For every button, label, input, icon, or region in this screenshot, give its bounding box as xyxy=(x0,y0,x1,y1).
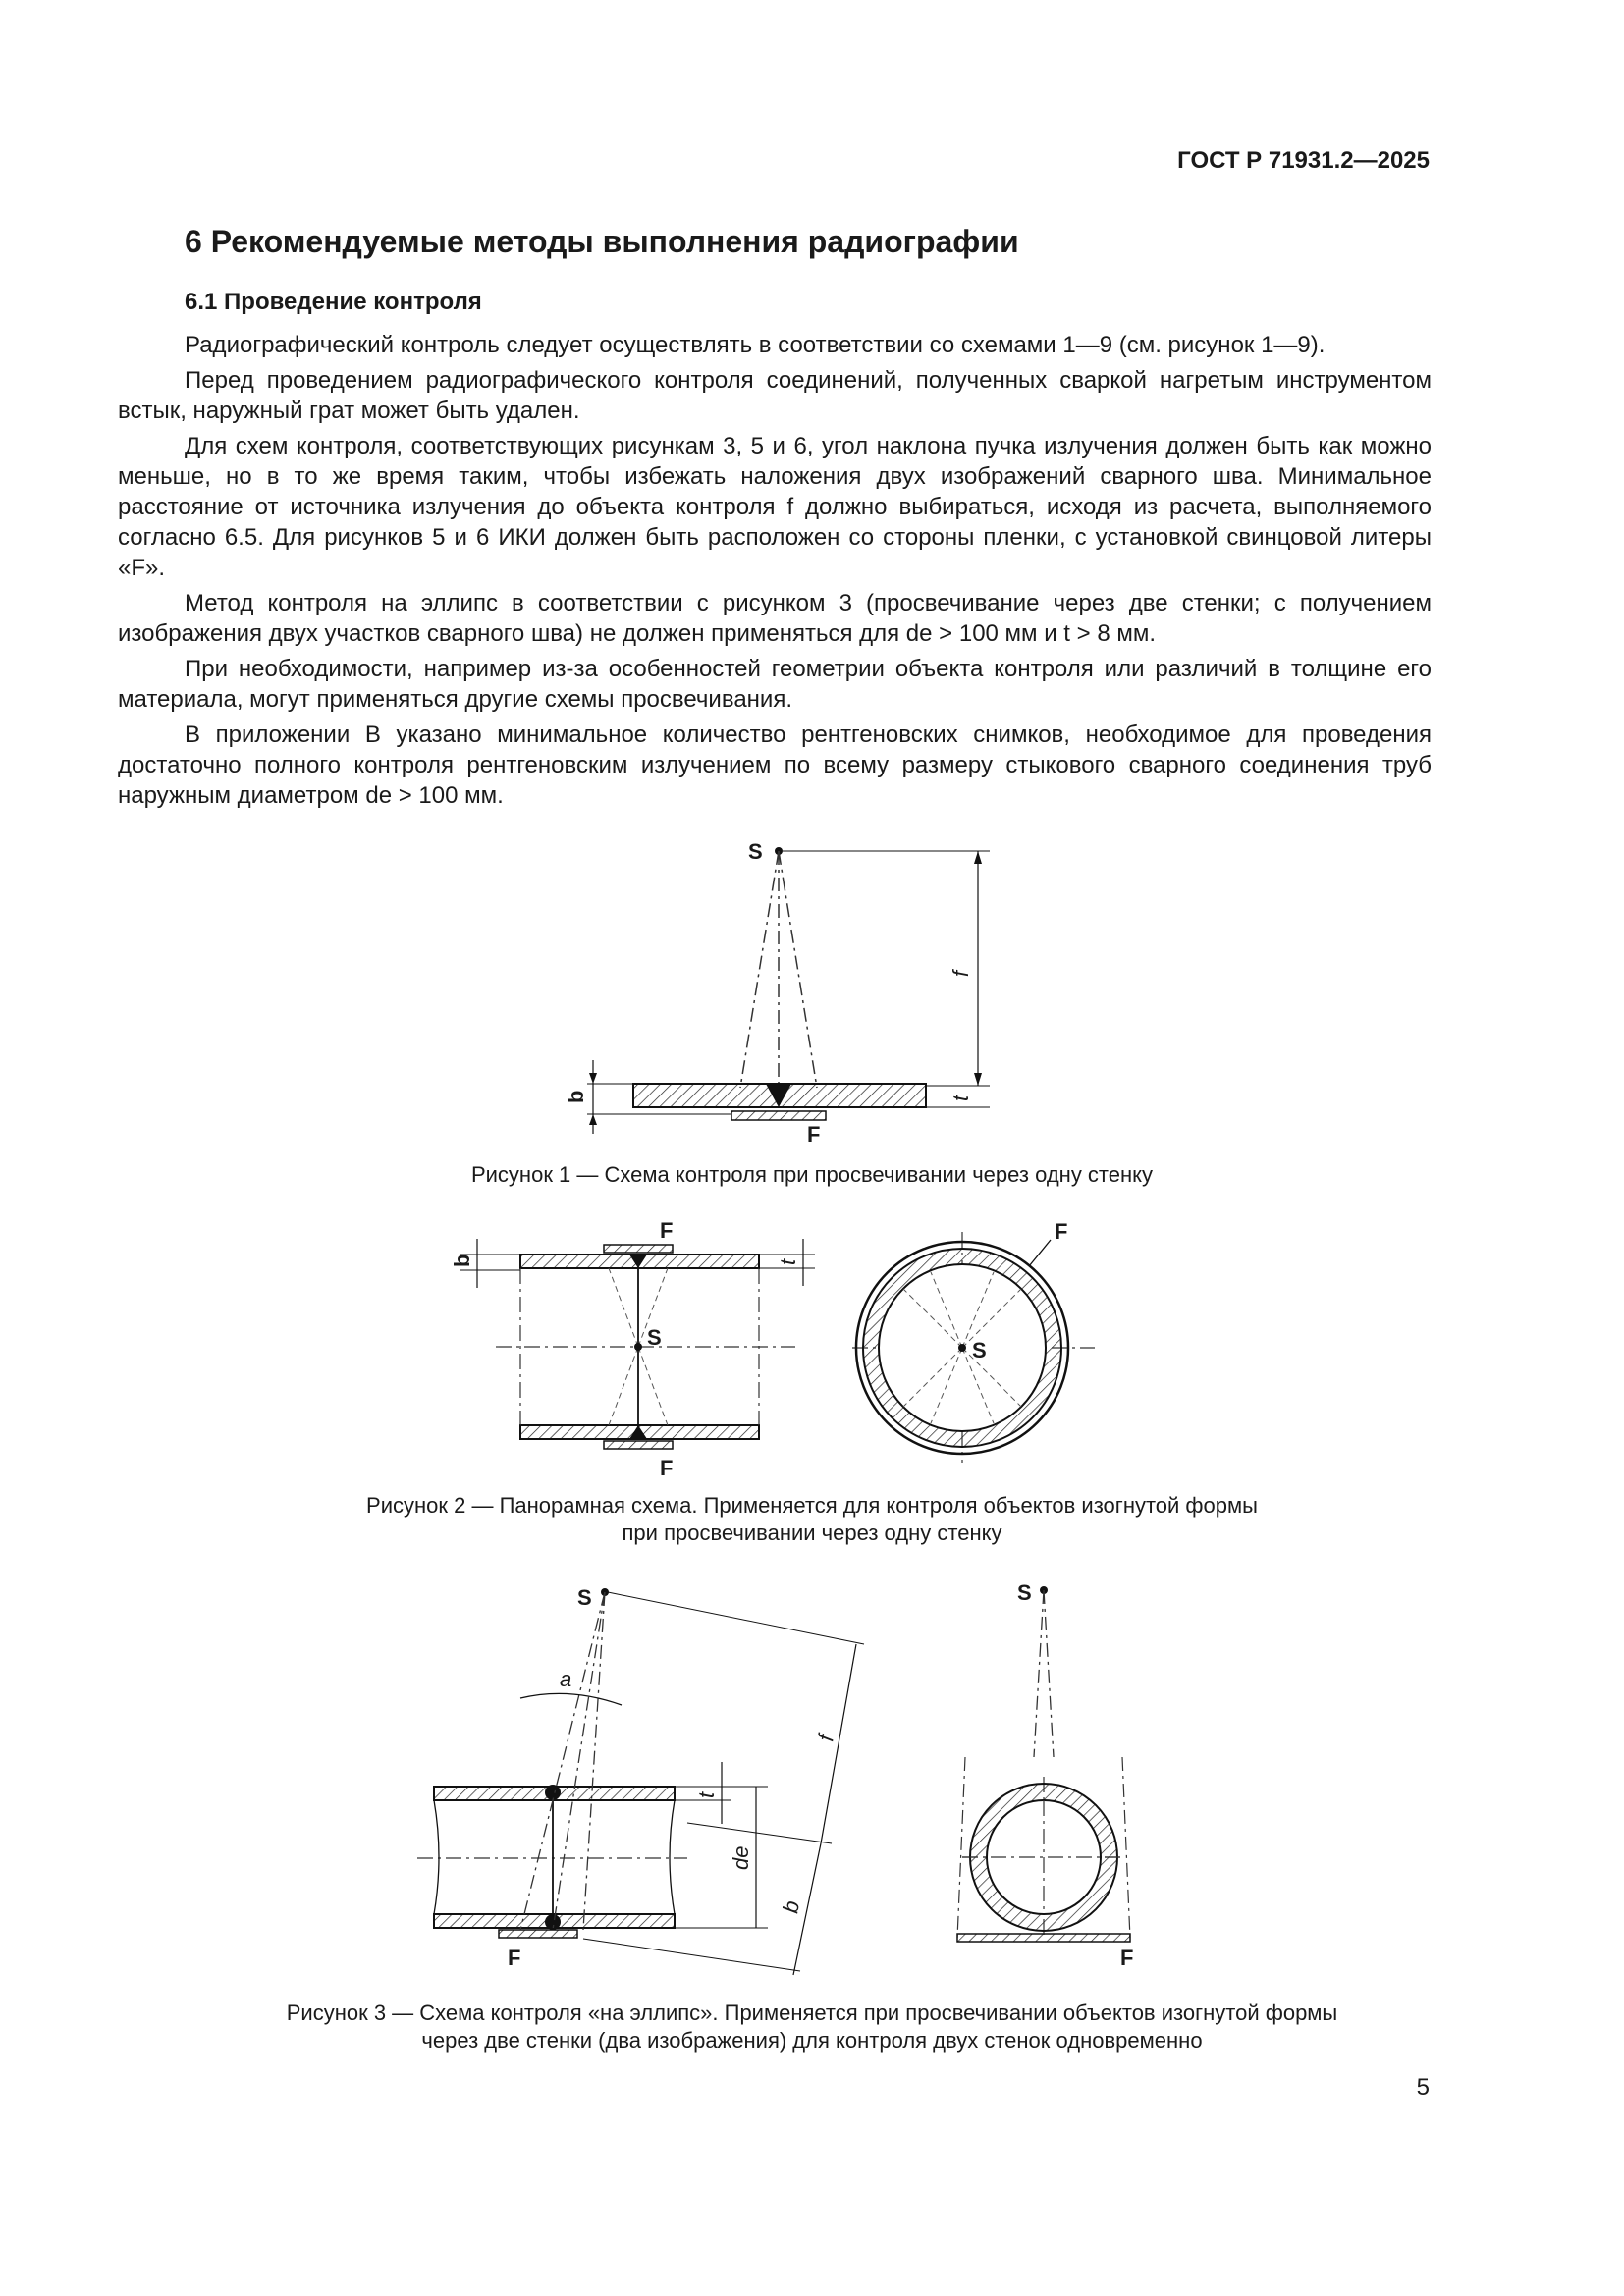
paragraph: Перед проведением радиографического контроля соединений, полученных сваркой нагретым инструментом встык, наружный грат может быть удален. xyxy=(118,367,1432,424)
caption-line: Рисунок 2 — Панорамная схема. Применяется для контроля объектов изогнутой формы xyxy=(366,1493,1258,1518)
label-f: f xyxy=(948,970,973,977)
film xyxy=(731,1111,826,1120)
label-S: S xyxy=(647,1325,662,1350)
label-t: t xyxy=(776,1258,800,1265)
paragraph: Метод контроля на эллипс в соответствии с рисунком 3 (просвечивание через две стенки; с получением изображения двух участков сварного шва) не должен применяться для de > 100 мм и t > 8 мм. xyxy=(118,590,1432,647)
paragraph: Радиографический контроль следует осуществлять в соответствии со схемами 1—9 (см. рисунок 1—9). xyxy=(185,332,1326,358)
caption-line: Рисунок 3 — Схема контроля «на эллипс». Применяется при просвечивании объектов изогнутой формы xyxy=(286,2001,1338,2025)
label-t: t xyxy=(694,1791,719,1798)
label-t: t xyxy=(948,1095,973,1101)
figure-3-diagram xyxy=(0,1571,1624,1983)
caption-line: через две стенки (два изображения) для контроля двух стенок одновременно xyxy=(421,2028,1203,2053)
figure-2-diagram xyxy=(0,1207,1624,1492)
document-id: ГОСТ Р 71931.2—2025 xyxy=(1177,147,1430,174)
figure-2-caption xyxy=(0,1492,1624,1547)
paragraph: Для схем контроля, соответствующих рисункам 3, 5 и 6, угол наклона пучка излучения должен быть как можно меньше, но в то же время таким, чтобы избежать наложения двух изображений сварного шва. Минимальное расстояние от источника излучения до объекта контроля f должно выбираться, исходя из расчета, выполняемого согласно 6.5. Для рисунков 5 и 6 ИКИ должен быть расположен со стороны пленки, с установкой свинцовой литеры «F». xyxy=(118,433,1432,581)
label-S: S xyxy=(972,1338,987,1362)
section-title: 6 Рекомендуемые методы выполнения радиографии xyxy=(185,224,1019,259)
label-S: S xyxy=(748,839,763,864)
figure-3-caption xyxy=(0,2000,1624,2055)
caption-line: при просвечивании через одну стенку xyxy=(622,1521,1002,1545)
label-F: F xyxy=(1055,1219,1068,1244)
label-F: F xyxy=(1120,1946,1134,1970)
label-de: de xyxy=(729,1845,753,1870)
label-a: a xyxy=(560,1667,572,1691)
label-b: b xyxy=(450,1254,474,1267)
label-F: F xyxy=(660,1456,674,1480)
label-b: b xyxy=(778,1898,805,1915)
label-F: F xyxy=(660,1218,674,1243)
paragraph: В приложении В указано минимальное количество рентгеновских снимков, необходимое для проведения достаточно полного контроля рентгеновским излучением по всему размеру стыкового сварного соединения труб наружным диаметром de > 100 мм. xyxy=(118,721,1432,809)
label-F: F xyxy=(807,1122,821,1147)
paragraph: При необходимости, например из-за особенностей геометрии объекта контроля или различий в толщине его материала, могут применяться другие схемы просвечивания. xyxy=(118,656,1432,713)
label-f: f xyxy=(813,1733,839,1743)
subsection-title: 6.1 Проведение контроля xyxy=(185,289,482,315)
figure-1-diagram xyxy=(0,834,1624,1158)
label-S: S xyxy=(577,1585,592,1610)
page-number: 5 xyxy=(1416,2074,1430,2101)
figure-1-caption xyxy=(0,1161,1624,1189)
body-text xyxy=(118,330,1432,816)
label-b: b xyxy=(564,1090,588,1103)
label-F: F xyxy=(508,1946,521,1970)
label-S: S xyxy=(1017,1580,1032,1605)
caption-line: Рисунок 1 — Схема контроля при просвечивании через одну стенку xyxy=(470,1162,1154,1187)
